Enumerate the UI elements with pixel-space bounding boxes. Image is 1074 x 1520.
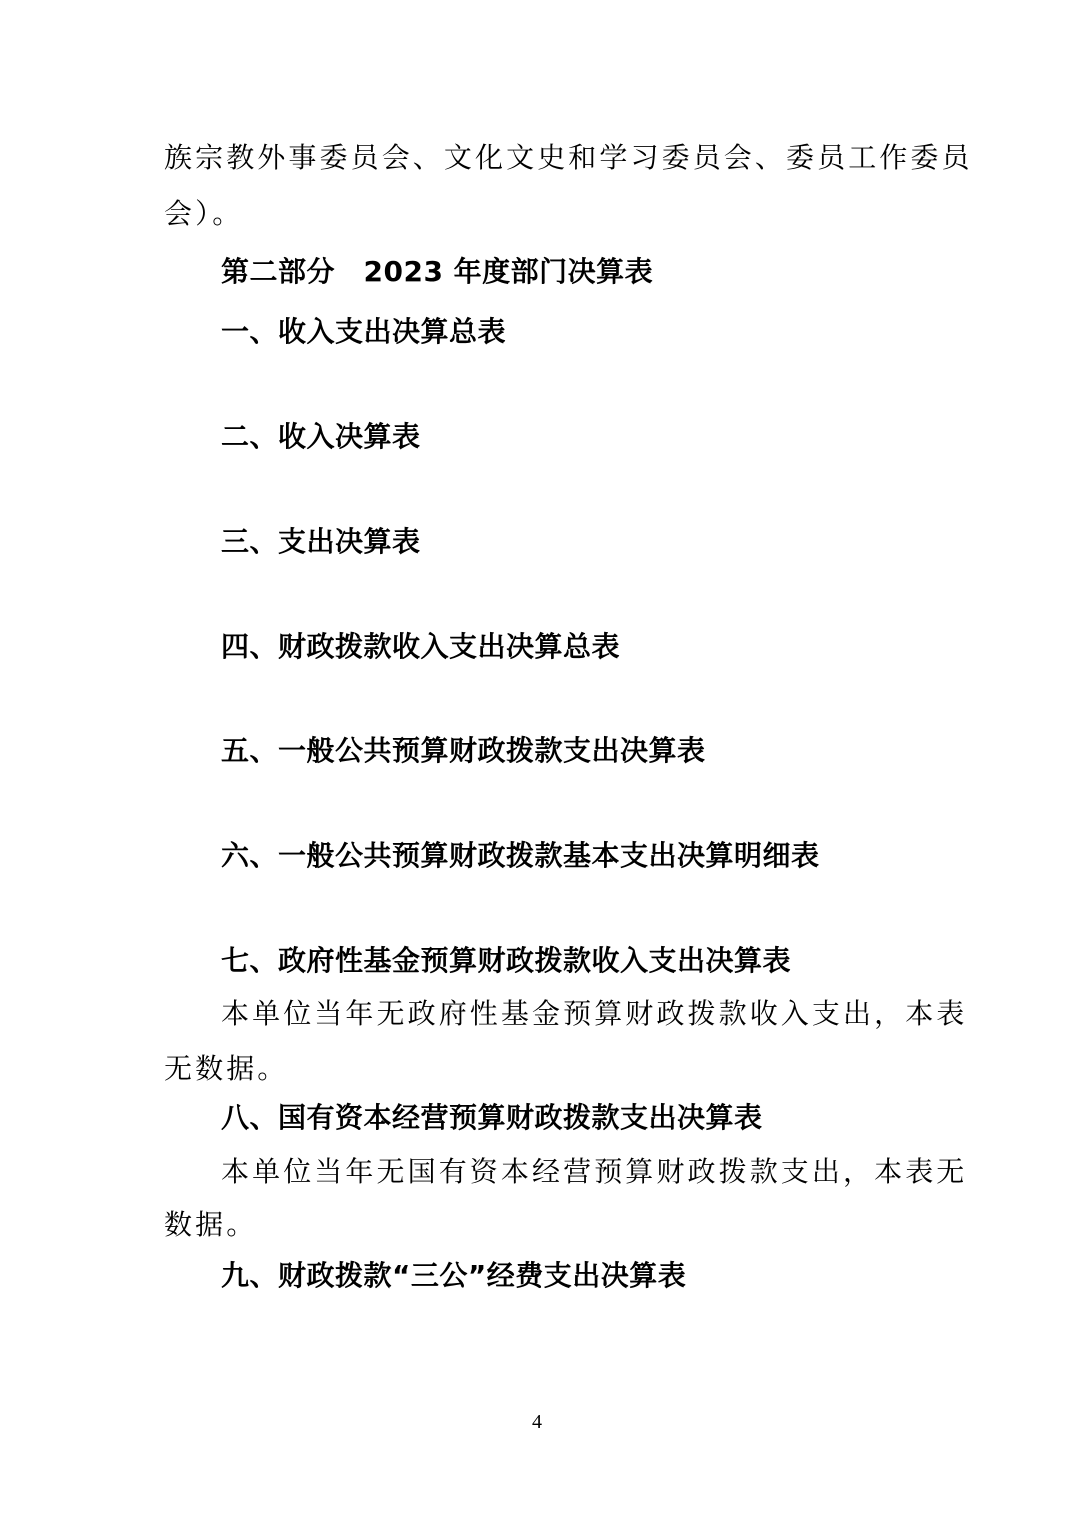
section-7-note-line-2: 无数据。 bbox=[164, 1052, 289, 1085]
section-heading-5: 五、一般公共预算财政拨款支出决算表 bbox=[221, 734, 706, 767]
section-heading-8: 八、国有资本经营预算财政拨款支出决算表 bbox=[221, 1101, 763, 1134]
section-heading-3: 三、支出决算表 bbox=[221, 525, 421, 558]
section-heading-4: 四、财政拨款收入支出决算总表 bbox=[221, 630, 621, 663]
section-heading-9: 九、财政拨款“三公”经费支出决算表 bbox=[221, 1259, 687, 1292]
section-heading-6: 六、一般公共预算财政拨款基本支出决算明细表 bbox=[221, 839, 820, 872]
intro-text-line-2: 会）。 bbox=[164, 197, 244, 230]
section-heading-2: 二、收入决算表 bbox=[221, 420, 421, 453]
section-heading-1: 一、收入支出决算总表 bbox=[221, 315, 507, 348]
part-two-title: 第二部分 2023 年度部门决算表 bbox=[221, 255, 654, 288]
section-8-note-line-2: 数据。 bbox=[164, 1208, 258, 1241]
section-8-note-line-1: 本单位当年无国有资本经营预算财政拨款支出，本表无 bbox=[221, 1155, 968, 1188]
page-number: 4 bbox=[532, 1411, 542, 1433]
section-7-note-line-1: 本单位当年无政府性基金预算财政拨款收入支出，本表 bbox=[221, 997, 968, 1030]
section-heading-7: 七、政府性基金预算财政拨款收入支出决算表 bbox=[221, 944, 792, 977]
intro-text-line-1: 族宗教外事委员会、文化文史和学习委员会、委员工作委员 bbox=[164, 141, 973, 174]
